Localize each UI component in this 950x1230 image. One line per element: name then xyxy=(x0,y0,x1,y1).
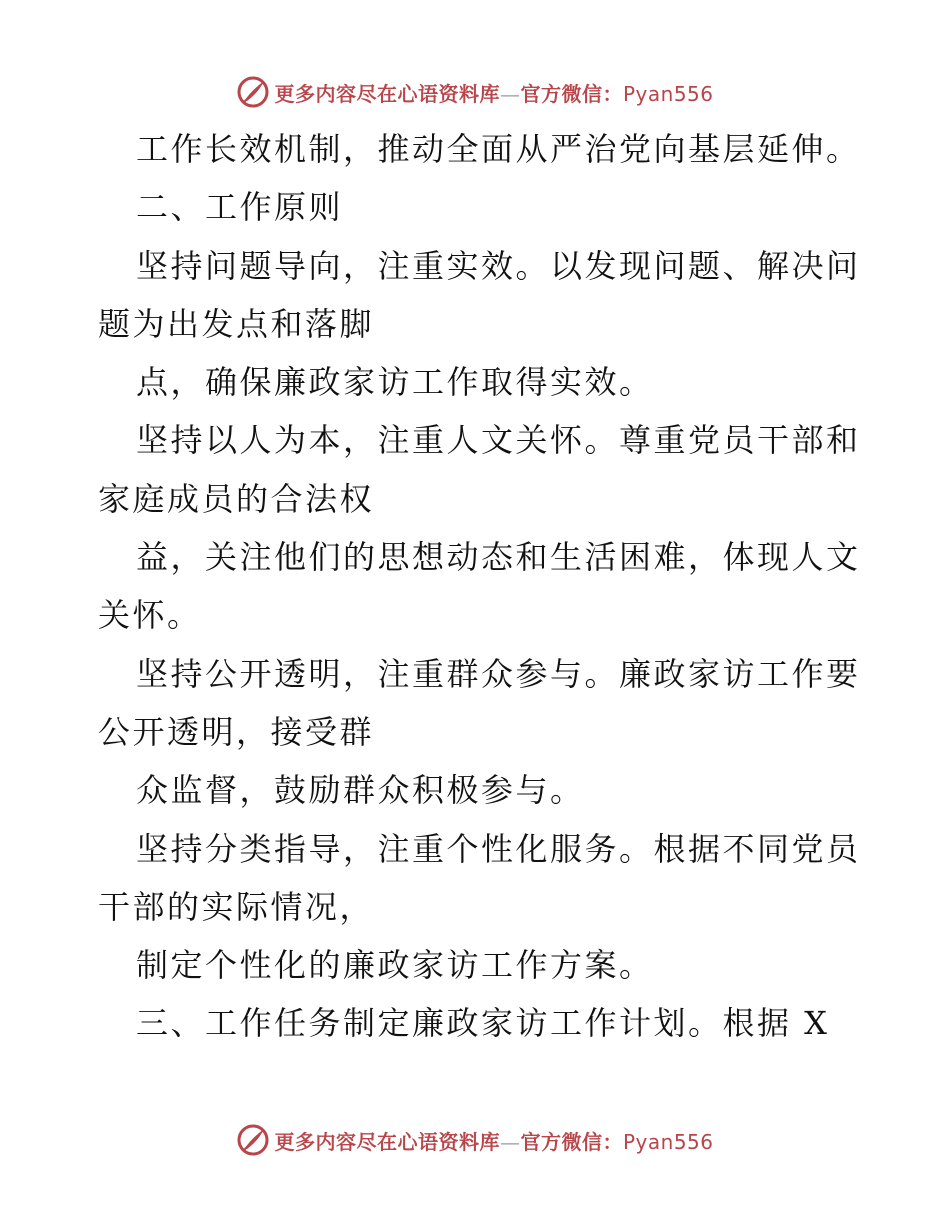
body-text-line: 坚持问题导向，注重实效。以发现问题、解决问 xyxy=(136,246,861,285)
body-text-line: 坚持公开透明，注重群众参与。廉政家访工作要 xyxy=(136,654,861,693)
body-text-line: 制定个性化的廉政家访工作方案。 xyxy=(136,946,654,985)
watermark-text: 更多内容尽在心语资料库—官方微信：Pyan556 xyxy=(274,1129,714,1154)
footer-watermark xyxy=(0,1120,950,1160)
body-text-line: 众监督，鼓励群众积极参与。 xyxy=(136,771,585,810)
body-text-line: 工作长效机制，推动全面从严治党向基层延伸。 xyxy=(136,130,861,168)
body-text-line: 坚持分类指导，注重个性化服务。根据不同党员 xyxy=(136,829,861,868)
document-body xyxy=(98,120,861,1053)
body-text-line: 家庭成员的合法权 xyxy=(98,479,375,518)
watermark-text: 更多内容尽在心语资料库—官方微信：Pyan556 xyxy=(274,81,714,106)
body-text-line: 坚持以人为本，注重人文关怀。尊重党员干部和 xyxy=(136,421,861,460)
quill-logo-icon xyxy=(236,1123,270,1157)
body-text-line: 益，关注他们的思想动态和生活困难，体现人文 xyxy=(136,538,861,577)
body-text-line: 关怀。 xyxy=(98,596,202,635)
body-text-line: 公开透明，接受群 xyxy=(98,712,375,751)
body-text-line: 题为出发点和落脚 xyxy=(98,304,375,343)
body-text-line: 二、工作原则 xyxy=(136,188,344,227)
body-text-line: 干部的实际情况， xyxy=(98,887,375,926)
quill-logo-icon xyxy=(236,75,270,109)
body-text-line: 点，确保廉政家访工作取得实效。 xyxy=(136,363,654,402)
body-text-line: 三、工作任务制定廉政家访工作计划。根据 X xyxy=(136,1004,830,1043)
header-watermark xyxy=(0,72,950,112)
